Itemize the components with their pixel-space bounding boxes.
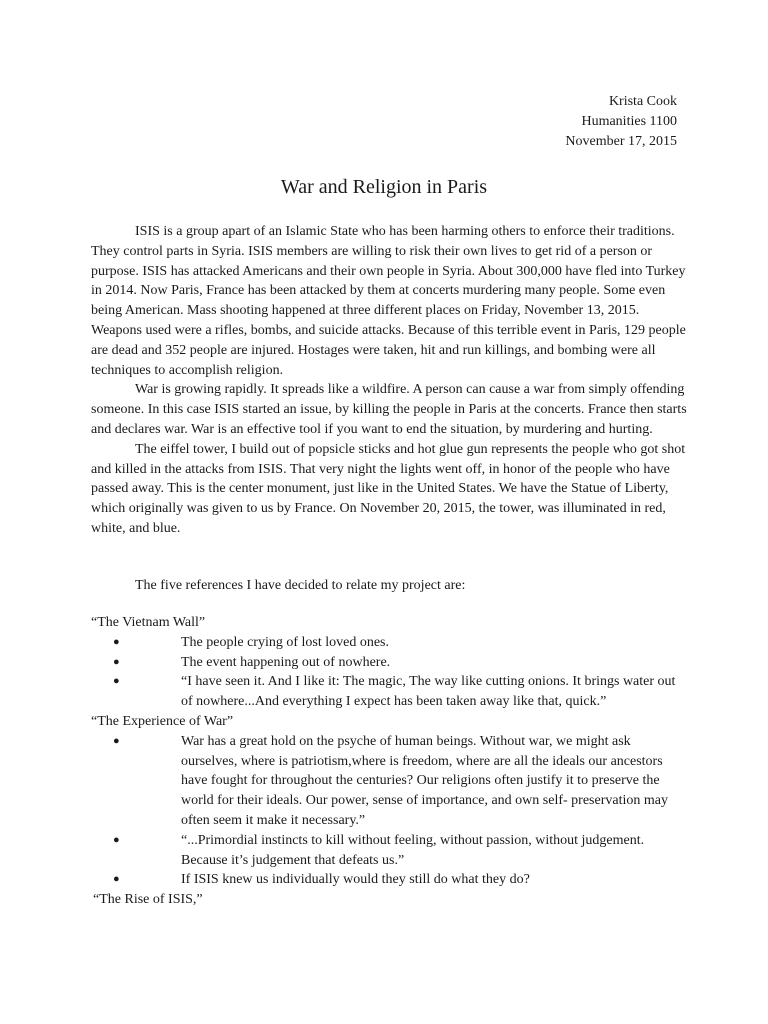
author-name: Krista Cook	[608, 94, 677, 109]
bullet-text: War has a great hold on the psyche of human beings. Without war, we might ask ourselves, where is patriotism,where is freedom, where are all the ideals our ancestors have fought for throughout the centuries? Our religions often justify it to preserve the world for their ideals. Our power, sense of importance, and own self- preservation may often seem it make it necessary.”	[181, 733, 668, 828]
list-item	[91, 870, 681, 890]
reference-heading: “The Experience of War”	[91, 713, 234, 729]
course-name: Humanities 1100	[581, 114, 677, 129]
reference-heading: “The Rise of ISIS,”	[93, 892, 203, 908]
bullet-text: “...Primordial instincts to kill without feeling, without passion, without judgement. Because it’s judgement that defeats us.”	[181, 832, 645, 868]
bullet-icon: ●	[113, 873, 120, 886]
bullet-text: “I have seen it. And I like it: The magic, The way like cutting onions. It brings water out of nowhere...And everything I expect has been taken away like that, quick.”	[181, 674, 676, 710]
list-item	[91, 653, 681, 673]
references-list	[91, 613, 681, 910]
bullet-icon: ●	[113, 675, 120, 688]
bullet-text: The event happening out of nowhere.	[181, 654, 391, 670]
reference-bullets	[91, 732, 681, 890]
list-item	[91, 672, 681, 712]
reference-heading: “The Vietnam Wall”	[91, 615, 206, 630]
references-intro: The five references I have decided to relate my project are:	[135, 578, 466, 593]
essay-body	[91, 222, 687, 539]
reference-bullets	[91, 633, 681, 712]
list-item	[91, 732, 681, 831]
references-intro-block	[91, 576, 687, 596]
bullet-text: If ISIS knew us individually would they still do what they do?	[181, 872, 530, 888]
bullet-icon: ●	[113, 833, 120, 846]
bullet-text: The people crying of lost loved ones.	[181, 634, 390, 650]
list-item	[91, 633, 681, 653]
bullet-icon: ●	[113, 635, 120, 648]
paragraph-war: War is growing rapidly. It spreads like a wildfire. A person can cause a war from simply offending someone. In this case ISIS started an issue, by killing the people in Paris at the concerts. France then starts and declares war. War is an effective tool if you want to end the situation, by murdering and hurting.	[91, 382, 687, 437]
paragraph-eiffel-tower: The eiffel tower, I build out of popsicle sticks and hot glue gun represents the people who got shot and killed in the attacks from ISIS. That very night the lights went off, in honor of the people who have passed away. This is the center monument, just like in the United States. We have the Statue of Liberty, which originally was given to us by France. On November 20, 2015, the tower, was illuminated in red, white, and blue.	[91, 441, 686, 536]
document-title: War and Religion in Paris	[280, 176, 488, 198]
bullet-icon: ●	[113, 734, 120, 747]
list-item	[91, 831, 681, 871]
bullet-icon: ●	[113, 655, 120, 668]
document-date: November 17, 2015	[565, 134, 677, 149]
paragraph-isis: ISIS is a group apart of an Islamic State who has been harming others to enforce their traditions. They control parts in Syria. ISIS members are willing to risk their own lives to get rid of a person or purpose. ISIS has attacked Americans and their own people in Syria. About 300,000 have fled into Turkey in 2014. Now Paris, France has been attacked by them at concerts murdering many people. Some even being American. Mass shooting happened at three different places on Friday, November 13, 2015. Weapons used were a rifles, bombs, and suicide attacks. Because of this terrible event in Paris, 129 people are dead and 352 people are injured. Hostages were taken, hit and run killings, and bombing were all techniques to accomplish religion.	[91, 224, 686, 378]
header-block	[565, 92, 677, 152]
